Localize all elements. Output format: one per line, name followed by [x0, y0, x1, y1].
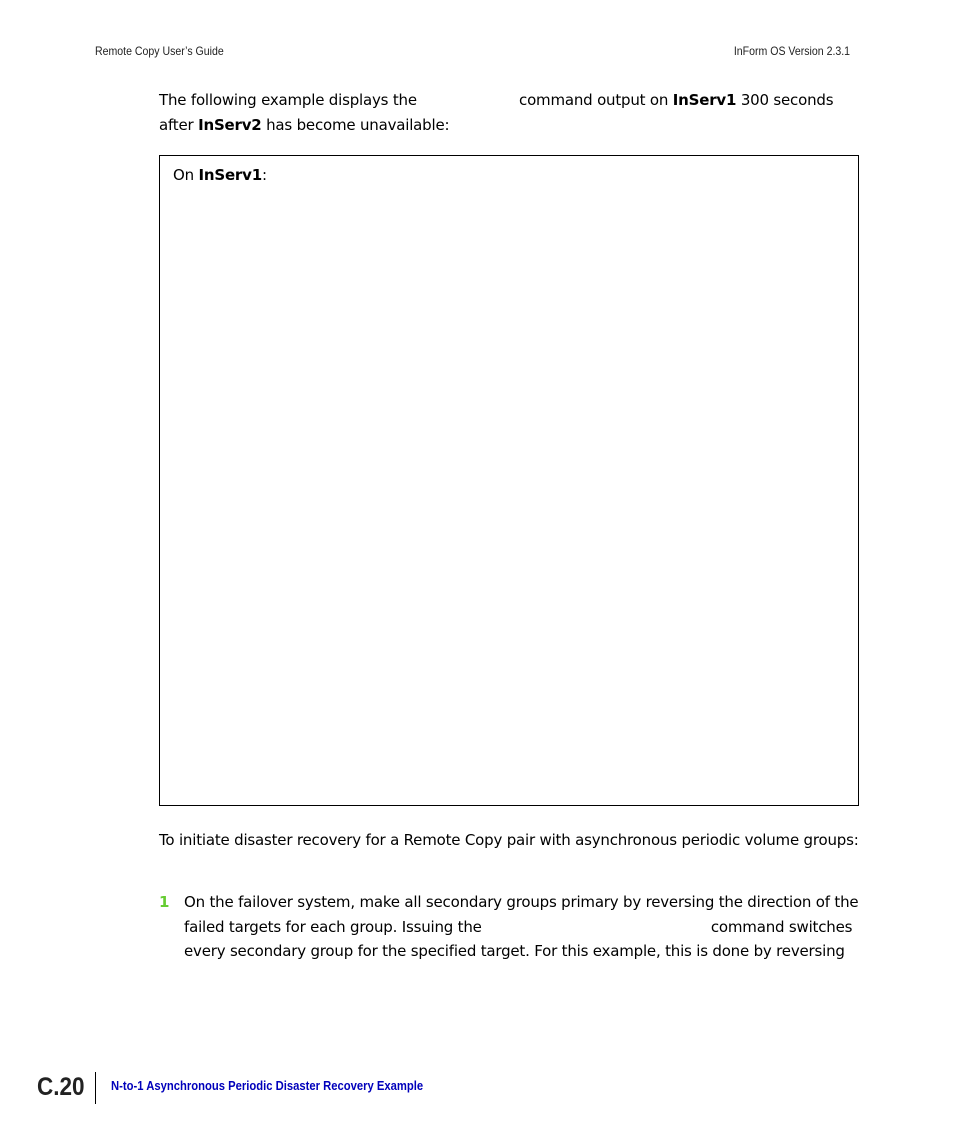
intro-text-4: after — [159, 115, 194, 134]
inserv1-bold: InServ1 — [672, 91, 737, 109]
intro-text-2: command output on — [519, 91, 669, 109]
footer-title: N-to-1 Asynchronous Periodic Disaster Recovery Example — [111, 1079, 424, 1093]
step-text-2: command switches every secondary group for the specified target. For this example, this is done by reversing — [184, 917, 853, 960]
intro-text-5: has become unavailable: — [266, 115, 450, 134]
command-output-box — [159, 155, 859, 806]
box-label — [173, 164, 267, 186]
running-header-right: InForm OS Version 2.3.1 — [733, 44, 850, 58]
intro-text-1: The following example displays the — [159, 91, 417, 109]
step-text — [184, 890, 864, 964]
footer-divider — [95, 1072, 96, 1104]
section-number: C.20 — [37, 1073, 85, 1101]
disaster-recovery-paragraph: To initiate disaster recovery for a Remote Copy pair with asynchronous periodic volume groups: — [159, 831, 859, 849]
step-number: 1 — [159, 893, 170, 911]
inserv2-bold: InServ2 — [198, 115, 262, 134]
running-header-left: Remote Copy User’s Guide — [95, 44, 224, 58]
box-system-name: InServ1 — [198, 166, 262, 184]
step-text-1: On the failover system, make all secondary groups primary by reversing the direction of the failed targets for each group. Issuing the — [184, 893, 859, 936]
box-colon: : — [261, 166, 267, 184]
box-on-text: On — [173, 166, 194, 184]
intro-paragraph — [159, 88, 859, 137]
intro-text-3: 300 seconds — [740, 91, 834, 109]
